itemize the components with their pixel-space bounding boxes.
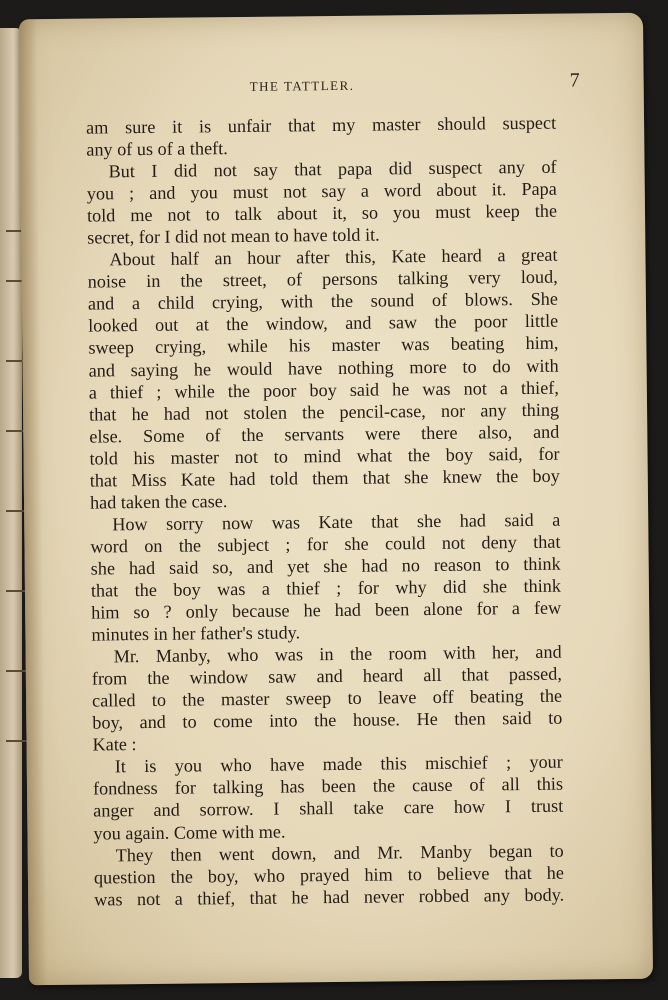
text-line: looked out at the window, and saw the poor little xyxy=(88,311,559,337)
text-line: you again. Come with me. xyxy=(93,821,286,844)
text-line: word on the subject ; for she could not deny that xyxy=(90,531,561,557)
page-header xyxy=(90,69,580,104)
text-line: him so ? only because he had been alone for a few xyxy=(91,597,562,623)
text-line: secret, for I did not mean to have told it. xyxy=(87,224,380,248)
book-page xyxy=(19,13,653,985)
text-line: minutes in her father's study. xyxy=(91,622,301,645)
text-line: question the boy, who prayed him to believe that he xyxy=(93,862,565,888)
text-line: About half an hour after this, Kate heard a great xyxy=(109,244,558,270)
text-line: and a child crying, with the sound of blows. She xyxy=(87,289,559,314)
text-line: had taken the case. xyxy=(89,490,228,513)
text-line: sweep crying, while his master was beating him, xyxy=(88,333,559,359)
text-line: boy, and to come into the house. He then said to xyxy=(92,707,563,733)
text-line: noise in the street, of persons talking very loud, xyxy=(87,266,558,292)
text-line: told his master not to mind what the boy said, for xyxy=(89,443,560,469)
text-line: she had said so, and yet she had no reason to think xyxy=(90,553,561,579)
text-line: Mr. Manby, who was in the room with her, and xyxy=(113,641,562,667)
text-line: fondness for talking has been the cause of all this xyxy=(92,774,564,799)
text-line: How sorry now was Kate that she had said a xyxy=(112,509,561,535)
text-line: that Miss Kate had told them that she knew the boy xyxy=(89,465,560,491)
body-text xyxy=(86,112,564,911)
page-number: 7 xyxy=(569,69,580,92)
text-line: and saying he would have nothing more to do with xyxy=(88,355,559,381)
text-line: They then went down, and Mr. Manby began to xyxy=(115,840,564,865)
text-line: you ; and you must not say a word about it. Papa xyxy=(86,178,557,204)
text-line: anger and sorrow. I shall take care how I trust xyxy=(93,796,564,822)
text-line: called to the master sweep to leave off beating the xyxy=(91,685,563,711)
text-line: any of us of a theft. xyxy=(86,138,228,160)
text-line: It is you who have made this mischief ; your xyxy=(114,751,563,777)
text-line: that he had not stolen the pencil-case, nor any thing xyxy=(88,399,560,425)
text-line: else. Some of the servants were there also, and xyxy=(89,421,560,447)
text-line: am sure it is unfair that my master should suspect xyxy=(85,112,557,138)
text-line: that the boy was a thief ; for why did she think xyxy=(90,575,562,601)
text-line: told me not to talk about it, so you must keep the xyxy=(86,200,558,226)
running-head: THE TATTLER. xyxy=(249,77,355,94)
text-line: was not a thief, that he had never robbed any body. xyxy=(94,884,565,910)
text-line: Kate : xyxy=(92,734,137,755)
text-line: from the window saw and heard all that passed, xyxy=(91,663,562,689)
text-line: But I did not say that papa did suspect any of xyxy=(108,156,557,182)
page-gutter-shadow xyxy=(19,19,47,985)
text-line: a thief ; while the poor boy said he was not a thief, xyxy=(88,377,559,403)
